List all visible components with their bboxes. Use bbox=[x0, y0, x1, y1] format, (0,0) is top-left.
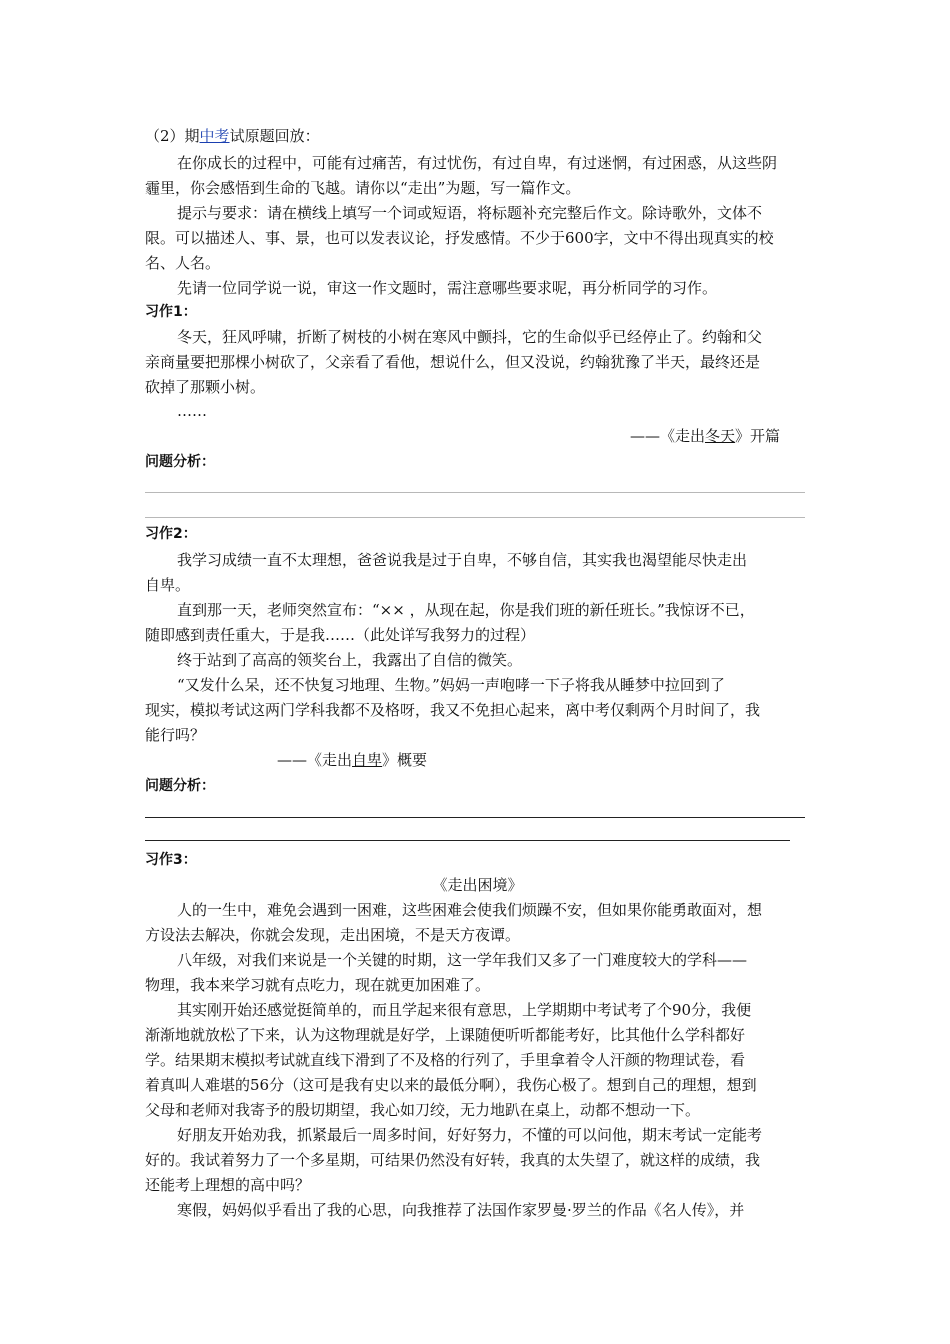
essay1-source: ——《走出冬天》开篇 bbox=[629, 427, 780, 445]
prompt-paragraph-2-cont: 限。可以描述人、事、景，也可以发表议论，抒发感情。不少于600字，文中不得出现真实的校 bbox=[145, 229, 774, 247]
prompt-paragraph-2: 提示与要求：请在横线上填写一个词或短语，将标题补充完整后作文。除诗歌外，文体不 bbox=[177, 204, 763, 222]
essay1-text: 冬天，狂风呼啸，折断了树枝的小树在寒风中颤抖，它的生命似乎已经停止了。约翰和父 bbox=[177, 328, 763, 346]
essay2-para-2: 直到那一天，老师突然宣布：“×× ，从现在起，你是我们班的新任班长。”我惊讶不已， bbox=[177, 601, 755, 619]
essay3-title: 《走出困境》 bbox=[432, 876, 523, 894]
essay1-text-end: 砍掉了那颗小树。 bbox=[145, 378, 266, 396]
essay2-para-4-cont: 现实，模拟考试这两门学科我都不及格呀，我又不免担心起来，离中考仅剩两个月时间了，我 bbox=[145, 701, 761, 719]
essay3-para-2-cont: 物理，我本来学习就有点吃力，现在就更加困难了。 bbox=[145, 976, 491, 994]
essay2-text-cont: 自卑。 bbox=[145, 576, 191, 594]
essay1-heading: 习作1： bbox=[145, 304, 197, 320]
essay3-para-3-cont-3: 着真叫人难堪的56分（这可是我有史以来的最低分啊），我伤心极了。想到自己的理想，想到 bbox=[145, 1076, 757, 1094]
essay2-para-2-cont: 随即感到责任重大，于是我……（此处详写我努力的过程） bbox=[145, 626, 536, 644]
essay3-para-3-cont-1: 渐渐地就放松了下来，认为这物理就是好学，上课随便听听都能考好，比其他什么学科都好 bbox=[145, 1026, 746, 1044]
essay3-para-4-end: 还能考上理想的高中吗？ bbox=[145, 1176, 311, 1194]
essay3-para-4-cont: 好的。我试着努力了一个多星期，可结果仍然没有好转，我真的太失望了，就这样的成绩，我 bbox=[145, 1151, 761, 1169]
essay1-analysis-label: 问题分析： bbox=[145, 454, 215, 470]
prompt-paragraph-1: 在你成长的过程中，可能有过痛苦，有过忧伤，有过自卑，有过迷惘，有过困惑，从这些阴 bbox=[177, 154, 778, 172]
essay3-heading: 习作3： bbox=[145, 852, 197, 868]
essay2-para-4: “又发什么呆，还不快复习地理、生物。”妈妈一声咆哮一下子将我从睡梦中拉回到了 bbox=[177, 676, 725, 694]
prompt-paragraph-2-end: 名、人名。 bbox=[145, 254, 221, 272]
essay3-para-4: 好朋友开始劝我，抓紧最后一周多时间，好好努力，不懂的可以问他，期末考试一定能考 bbox=[177, 1126, 763, 1144]
essay3-para-1: 人的一生中，难免会遇到一困难，这些困难会使我们烦躁不安，但如果你能勇敢面对，想 bbox=[177, 901, 763, 919]
essay2-heading: 习作2： bbox=[145, 526, 197, 542]
essay2-analysis-label: 问题分析： bbox=[145, 778, 215, 794]
zhongkao-link[interactable]: 中考 bbox=[199, 127, 230, 145]
essay1-answer-line-2 bbox=[145, 517, 805, 518]
essay3-para-3-cont-2: 学。结果期末模拟考试就直线下滑到了不及格的行列了，手里拿着令人汗颜的物理试卷，看 bbox=[145, 1051, 746, 1069]
essay2-answer-line-2 bbox=[145, 840, 790, 841]
essay2-source: ——《走出自卑》概要 bbox=[277, 751, 428, 769]
essay2-answer-line-1 bbox=[145, 817, 805, 818]
essay3-para-1-cont: 方设法去解决，你就会发现，走出困境，不是天方夜谭。 bbox=[145, 926, 521, 944]
essay1-text-cont: 亲商量要把那棵小树砍了，父亲看了看他，想说什么，但又没说，约翰犹豫了半天，最终还是 bbox=[145, 353, 761, 371]
prompt-paragraph-1-cont: 霾里，你会感悟到生命的飞越。请你以“走出”为题，写一篇作文。 bbox=[145, 179, 581, 197]
essay1-ellipsis: …… bbox=[177, 402, 207, 420]
essay3-para-3: 其实刚开始还感觉挺简单的，而且学起来很有意思，上学期期中考试考了个90分，我便 bbox=[177, 1001, 752, 1019]
essay3-para-3-end: 父母和老师对我寄予的殷切期望，我心如刀绞，无力地趴在桌上，动都不想动一下。 bbox=[145, 1101, 701, 1119]
essay2-para-4-end: 能行吗？ bbox=[145, 726, 206, 744]
exam-header: （2）期中考试原题回放： bbox=[145, 127, 320, 145]
prompt-paragraph-3: 先请一位同学说一说，审这一作文题时，需注意哪些要求呢，再分析同学的习作。 bbox=[177, 279, 718, 297]
essay2-para-3: 终于站到了高高的领奖台上，我露出了自信的微笑。 bbox=[177, 651, 523, 669]
essay3-para-5: 寒假，妈妈似乎看出了我的心思，向我推荐了法国作家罗曼·罗兰的作品《名人传》，并 bbox=[177, 1201, 745, 1219]
essay1-answer-line-1 bbox=[145, 492, 805, 493]
essay3-para-2: 八年级，对我们来说是一个关键的时期，这一学年我们又多了一门难度较大的学科—— bbox=[177, 951, 748, 969]
essay2-text: 我学习成绩一直不太理想，爸爸说我是过于自卑，不够自信，其实我也渴望能尽快走出 bbox=[177, 551, 748, 569]
